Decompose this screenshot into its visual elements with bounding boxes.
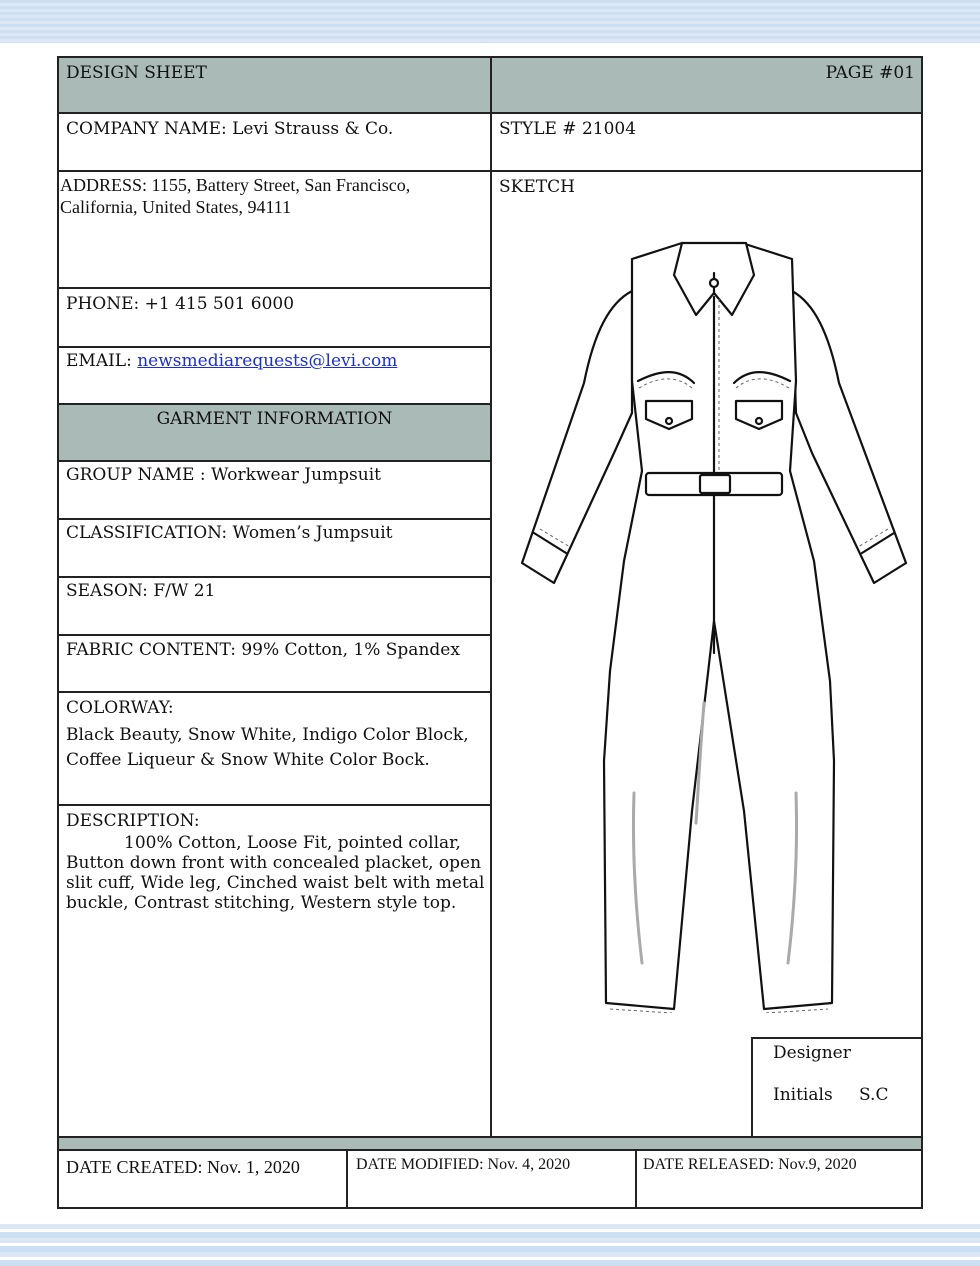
email-row: [66, 351, 397, 371]
designer-label: Designer: [773, 1043, 851, 1063]
fabric-content: FABRIC CONTENT: 99% Cotton, 1% Spandex: [66, 640, 460, 660]
garment-info-heading: GARMENT INFORMATION: [156, 409, 393, 429]
initials-label: Initials: [773, 1085, 833, 1105]
jumpsuit-sketch: [514, 233, 914, 1013]
designer-box-left: [751, 1037, 753, 1138]
description-line-2: Button down front with concealed placket, open: [66, 853, 482, 873]
column-divider: [490, 58, 492, 1138]
bottom-decorative-band: [0, 1224, 980, 1266]
designer-box-top: [751, 1037, 921, 1039]
description-line-4: buckle, Contrast stitching, Western style top.: [66, 893, 457, 913]
description-line-3: slit cuff, Wide leg, Cinched waist belt with metal: [66, 873, 485, 893]
divider: [59, 518, 490, 520]
divider: [59, 346, 490, 348]
email-label: EMAIL:: [66, 351, 138, 371]
date-released: DATE RELEASED: Nov.9, 2020: [643, 1156, 857, 1173]
date-row-band: [59, 1138, 921, 1149]
colorway-line-1: Black Beauty, Snow White, Indigo Color Block,: [66, 725, 469, 745]
design-sheet: [57, 56, 923, 1209]
designer-initials: S.C: [859, 1085, 889, 1105]
divider: [59, 170, 921, 172]
description-line-1: 100% Cotton, Loose Fit, pointed collar,: [124, 833, 461, 853]
date-modified: DATE MODIFIED: Nov. 4, 2020: [356, 1156, 571, 1173]
divider: [59, 634, 490, 636]
colorway-line-2: Coffee Liqueur & Snow White Color Bock.: [66, 750, 430, 770]
date-divider: [346, 1149, 348, 1207]
company-name: COMPANY NAME: Levi Strauss & Co.: [66, 119, 394, 139]
divider: [59, 1149, 921, 1151]
classification: CLASSIFICATION: Women’s Jumpsuit: [66, 523, 393, 543]
season: SEASON: F/W 21: [66, 581, 216, 601]
page-number: PAGE #01: [825, 63, 915, 83]
garment-info-header: [59, 405, 490, 460]
divider: [59, 287, 490, 289]
address-line-2: California, United States, 94111: [60, 197, 292, 217]
sheet-title: DESIGN SHEET: [66, 63, 207, 83]
address-line-1: ADDRESS: 1155, Battery Street, San Francisco,: [60, 175, 411, 195]
header-title-cell: [59, 58, 490, 112]
divider: [59, 804, 490, 806]
date-created: DATE CREATED: Nov. 1, 2020: [66, 1157, 300, 1177]
description-label: DESCRIPTION:: [66, 811, 200, 831]
phone: PHONE: +1 415 501 6000: [66, 294, 295, 314]
divider: [59, 460, 490, 462]
email-link[interactable]: newsmediarequests@levi.com: [137, 351, 398, 371]
group-name: GROUP NAME : Workwear Jumpsuit: [66, 465, 381, 485]
style-number: STYLE # 21004: [499, 119, 637, 139]
colorway-label: COLORWAY:: [66, 698, 174, 718]
header-page-cell: [492, 58, 921, 112]
top-decorative-band: [0, 0, 980, 43]
sketch-label: SKETCH: [499, 177, 575, 197]
divider: [59, 576, 490, 578]
date-divider: [635, 1149, 637, 1207]
divider: [59, 691, 490, 693]
divider: [59, 112, 921, 114]
